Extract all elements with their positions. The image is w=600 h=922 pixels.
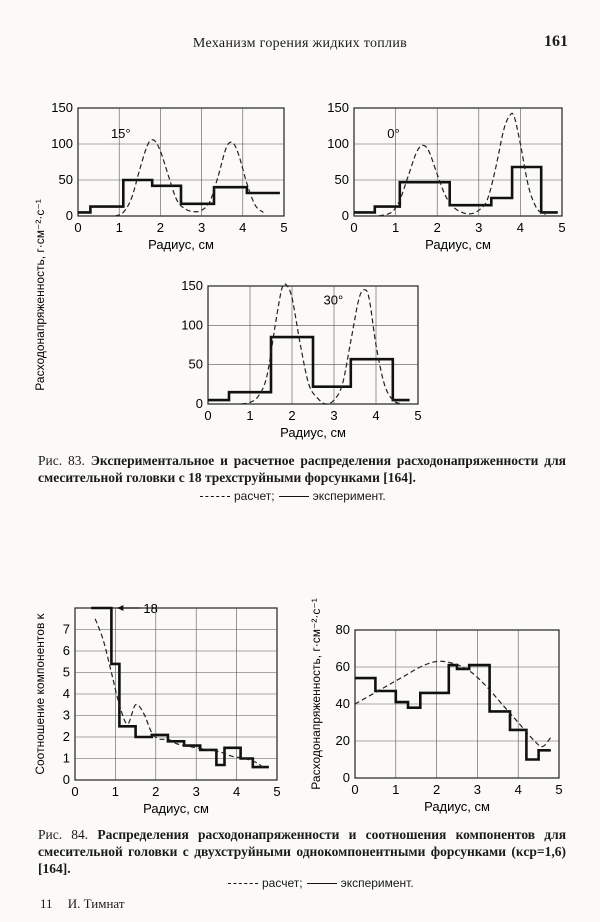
fig83b-xtick-label: 1 bbox=[391, 220, 400, 235]
fig83c-ytick-label: 100 bbox=[181, 317, 203, 333]
fig83a-xtick-label: 2 bbox=[156, 220, 165, 235]
fig83a-ytick-label: 50 bbox=[58, 172, 73, 187]
fig83a-ytick-label: 100 bbox=[51, 136, 73, 151]
fig83c-xtick-label: 4 bbox=[372, 408, 380, 423]
fig84b-ytick-label: 20 bbox=[335, 733, 350, 748]
page-footer bbox=[40, 896, 137, 912]
fig83a-xtick-label: 0 bbox=[74, 220, 82, 235]
fig83b-xtick-label: 3 bbox=[475, 220, 483, 235]
footer-number: 11 bbox=[40, 896, 53, 911]
fig83c-ytick-label: 150 bbox=[181, 278, 203, 293]
fig84a-ytick-label: 0 bbox=[62, 772, 70, 787]
fig84b-ytick-label: 80 bbox=[335, 622, 350, 637]
fig84b-chart bbox=[309, 598, 563, 814]
fig83b-xlabel: Радиус, см bbox=[425, 237, 491, 252]
fig83a-series-experiment bbox=[78, 180, 280, 212]
fig84-caption-text: Распределения расходонапряженности и соотношения компонентов для смесительной головки с двухструйными однокомпонентными форсунками (κср=1,6) [164]. bbox=[38, 827, 567, 876]
fig83a-xtick-label: 3 bbox=[197, 220, 206, 235]
fig83c-xtick-label: 5 bbox=[414, 408, 422, 423]
fig84a-series-experiment bbox=[91, 608, 269, 767]
fig84b-xtick-label: 4 bbox=[514, 782, 522, 797]
fig83-caption bbox=[38, 452, 566, 486]
fig84a-chart bbox=[33, 601, 281, 816]
fig83a-ytick-label: 150 bbox=[51, 100, 73, 115]
fig84-legend-dashed-line bbox=[228, 883, 258, 884]
fig83a-xlabel: Радиус, см bbox=[148, 237, 214, 252]
fig83-legend-dashed-line bbox=[200, 496, 230, 497]
fig84a-xtick-label: 5 bbox=[273, 784, 281, 799]
page-header-title: Механизм горения жидких топлив bbox=[192, 36, 408, 51]
fig84a-xtick-label: 0 bbox=[71, 784, 79, 799]
fig84b-xtick-label: 2 bbox=[432, 782, 441, 797]
fig84a-ytick-label: 2 bbox=[62, 729, 70, 744]
fig84a-xtick-label: 4 bbox=[232, 784, 241, 799]
fig83b-series-experiment bbox=[354, 167, 558, 212]
fig83-legend-solid-line bbox=[279, 496, 309, 497]
fig83b-xtick-label: 0 bbox=[350, 220, 358, 235]
fig83-caption-label: Рис. 83. bbox=[38, 453, 85, 468]
fig84b-ytick-label: 0 bbox=[342, 770, 350, 785]
footer-author: И. Тимнат bbox=[67, 896, 125, 911]
fig83b-frame bbox=[354, 108, 562, 216]
fig84a-ytick-label: 6 bbox=[62, 643, 70, 658]
fig83a-xtick-label: 5 bbox=[280, 220, 288, 235]
fig84a-ylabel: Соотношение компонентов κ bbox=[33, 613, 47, 775]
fig84a-xtick-label: 1 bbox=[111, 784, 120, 799]
fig83-legend-calc: расчет; bbox=[234, 489, 275, 503]
fig83b-title: 0° bbox=[387, 126, 400, 142]
fig83b-xtick-label: 2 bbox=[433, 220, 441, 235]
fig83a-xtick-label: 4 bbox=[239, 220, 247, 235]
fig84-caption-label: Рис. 84. bbox=[38, 827, 89, 842]
fig83c-series-experiment bbox=[208, 337, 410, 400]
fig84b-xtick-label: 1 bbox=[392, 782, 400, 797]
fig83a-xtick-label: 1 bbox=[115, 220, 123, 235]
fig84-caption bbox=[38, 826, 566, 877]
fig83c-xtick-label: 3 bbox=[330, 408, 338, 423]
fig83-ylabel: Расходонапряженность, г·см⁻²·с⁻¹ bbox=[33, 199, 47, 391]
fig84a-annotation-arrowhead bbox=[117, 605, 123, 611]
fig84-legend-exp: эксперимент. bbox=[340, 876, 414, 890]
fig84a-ytick-label: 1 bbox=[62, 750, 70, 766]
fig84b-ylabel: Расходонапряженность, г·см⁻²·с⁻¹ bbox=[309, 598, 323, 790]
fig83a-chart bbox=[51, 100, 287, 252]
fig84-legend-solid-line bbox=[307, 883, 337, 884]
fig83c-xlabel: Радиус, см bbox=[280, 425, 346, 440]
fig84a-annotation-label: 18 bbox=[143, 601, 158, 616]
fig84a-ytick-label: 5 bbox=[62, 664, 70, 680]
fig84a-ytick-label: 7 bbox=[62, 621, 70, 637]
fig84a-xlabel: Радиус, см bbox=[143, 801, 209, 816]
fig84a-xtick-label: 2 bbox=[152, 784, 160, 799]
fig84b-xtick-label: 3 bbox=[473, 782, 482, 797]
fig83b-chart bbox=[327, 100, 565, 252]
page-number: 161 bbox=[544, 33, 568, 50]
fig84-legend bbox=[228, 876, 414, 890]
fig84b-ytick-label: 40 bbox=[335, 696, 350, 711]
fig83b-xtick-label: 5 bbox=[558, 220, 566, 235]
fig83c-chart bbox=[181, 278, 421, 440]
fig83a-title: 15° bbox=[110, 126, 131, 142]
fig83b-ytick-label: 150 bbox=[327, 100, 349, 115]
fig83c-xtick-label: 1 bbox=[246, 408, 254, 423]
fig83c-xtick-label: 0 bbox=[204, 408, 212, 423]
fig83c-ytick-label: 50 bbox=[188, 356, 203, 372]
fig83c-title: 30° bbox=[323, 292, 344, 308]
fig84-legend-calc: расчет; bbox=[262, 876, 303, 890]
fig83c-xtick-label: 2 bbox=[288, 408, 296, 423]
fig83a-ytick-label: 0 bbox=[65, 208, 73, 223]
fig84b-series-experiment bbox=[355, 665, 551, 759]
fig84a-ytick-label: 3 bbox=[62, 707, 70, 723]
fig84b-xtick-label: 5 bbox=[555, 782, 563, 797]
fig83b-ytick-label: 0 bbox=[341, 208, 349, 223]
fig83b-ytick-label: 100 bbox=[327, 136, 349, 151]
fig84a-xtick-label: 3 bbox=[192, 784, 200, 799]
fig83-legend bbox=[200, 489, 386, 503]
fig84b-xlabel: Радиус, см bbox=[424, 799, 490, 814]
fig83-caption-text: Экспериментальное и расчетное распределения расходонапряженности для смесительной головки с 18 трехструйными форсунками [164]. bbox=[38, 453, 566, 485]
fig83b-ytick-label: 50 bbox=[334, 172, 349, 187]
fig83c-ytick-label: 0 bbox=[195, 396, 203, 411]
fig84a-ytick-label: 4 bbox=[62, 686, 70, 701]
fig83b-xtick-label: 4 bbox=[516, 220, 525, 235]
fig84b-ytick-label: 60 bbox=[335, 659, 350, 674]
fig83-legend-exp: эксперимент. bbox=[312, 489, 386, 503]
fig84b-xtick-label: 0 bbox=[351, 782, 359, 797]
